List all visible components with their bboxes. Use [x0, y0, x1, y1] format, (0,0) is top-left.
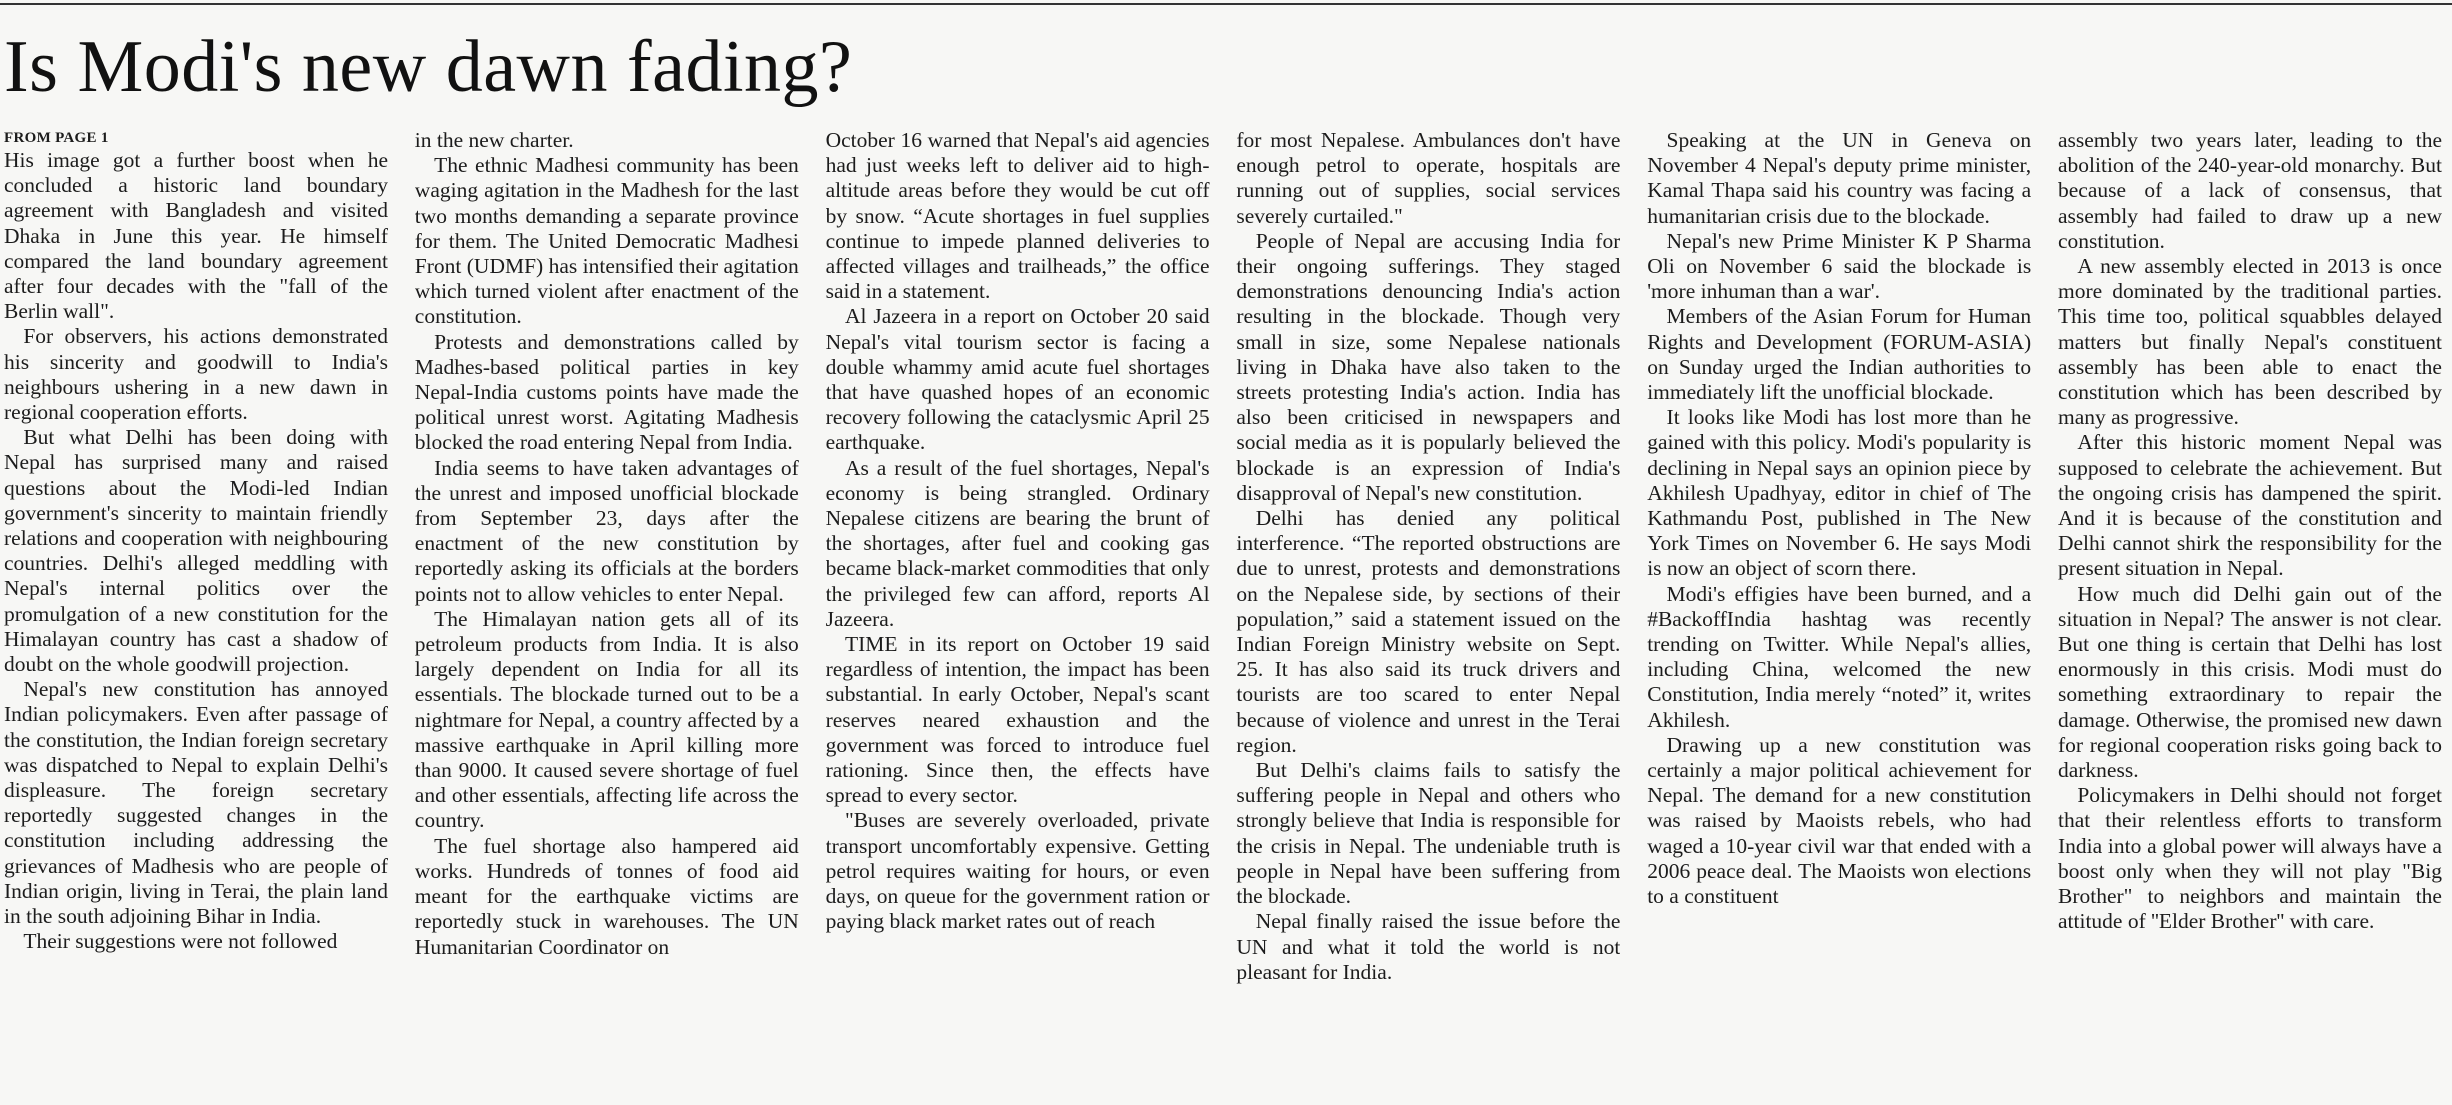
- column-6: [2058, 128, 2442, 1103]
- paragraph: Policymakers in Delhi should not forget that their relentless efforts to transform India into a global power will always have a boost only when they will not play "Big Brother" to neighbors and maintain the attitude of ''Elder Brother'' with care.: [2057, 783, 2442, 934]
- paragraph: Protests and demonstrations called by Madhes-based political parties in key Nepal-India customs points have made the political unrest worst. Agitating Madhesis blocked the road entering Nepal from India.: [414, 329, 799, 455]
- paragraph: October 16 warned that Nepal's aid agencies had just weeks left to deliver aid to high-altitude areas before they would be cut off by snow. “Acute shortages in fuel supplies continue to impede planned deliveries to affected villages and trailheads,” the office said in a statement.: [825, 128, 1210, 304]
- paragraph: Drawing up a new constitution was certainly a major political achievement for Nepal. The demand for a new constitution was raised by Maoists rebels, who had waged a 10-year civil war that ended with a 2006 peace deal. The Maoists won elections to a constituent: [1647, 732, 2032, 909]
- paragraph: Speaking at the UN in Geneva on November 4 Nepal's deputy prime minister, Kamal Thapa said his country was facing a humanitarian crisis due to the blockade.: [1647, 128, 2032, 228]
- paragraph: Their suggestions were not followed: [23, 929, 338, 954]
- column-1: [4, 128, 388, 1103]
- article-body: [4, 128, 2442, 1103]
- headline: Is Modi's new dawn fading?: [4, 26, 853, 108]
- column-5: [1647, 128, 2031, 1103]
- paragraph: The fuel shortage also hampered aid works. Hundreds of tonnes of food aid meant for the earthquake victims are reportedly stuck in warehouses. The UN Humanitarian Coordinator on: [414, 833, 799, 959]
- paragraph: But Delhi's claims fails to satisfy the suffering people in Nepal and others who strongly believe that India is responsible for the crisis in Nepal. The undeniable truth is people in Nepal have been suffering from the blockade.: [1236, 758, 1621, 909]
- paragraph: Members of the Asian Forum for Human Rights and Development (FORUM-ASIA) on Sunday urged the Indian authorities to immediately lift the unofficial blockade.: [1647, 304, 2032, 405]
- paragraph: Nepal finally raised the issue before the UN and what it told the world is not pleasant for India.: [1236, 909, 1621, 984]
- kicker: FROM PAGE 1: [4, 130, 109, 146]
- paragraph: Modi's effigies have been burned, and a #BackoffIndia hashtag was recently trending on Twitter. While Nepal's allies, including China, welcomed the new Constitution, India merely “noted” it, writes Akhilesh.: [1647, 581, 2032, 732]
- paragraph: His image got a further boost when he concluded a historic land boundary agreement with Bangladesh and visited Dhaka in June this year. He himself compared the land boundary agreement after four decades with the "fall of the Berlin wall".: [4, 148, 388, 324]
- paragraph: But what Delhi has been doing with Nepal has surprised many and raised questions about the Modi-led Indian government's sincerity to maintain friendly relations and cooperation with neighbouring countries. Delhi's alleged meddling with Nepal's internal politics over the promulgation of a new constitution for the Himalayan country has cast a shadow of doubt on the whole goodwill projection.: [4, 425, 388, 677]
- paragraph: How much did Delhi gain out of the situation in Nepal? The answer is not clear. But one thing is certain that Delhi has lost enormously in this crisis. Modi must do something extraordinary to repair the damage. Otherwise, the promised new dawn for regional cooperation risks going back to darkness.: [2057, 581, 2442, 783]
- paragraph: India seems to have taken advantages of the unrest and imposed unofficial blockade from September 23, days after the enactment of the new constitution by reportedly asking its officials at the borders points not to allow vehicles to enter Nepal.: [414, 455, 799, 606]
- paragraph: The Himalayan nation gets all of its petroleum products from India. It is also largely dependent on India for all its essentials. The blockade turned out to be a nightmare for Nepal, a country affected by a massive earthquake in April killing more than 9000. It caused severe shortage of fuel and other essentials, affecting life across the country.: [414, 606, 799, 833]
- paragraph: Delhi has denied any political interference. “The reported obstructions are due to unrest, protests and demonstrations on the Nepalese side, by sections of their population,” said a statement issued on the Indian Foreign Ministry website on Sept. 25. It has also said its truck drivers and tourists are too scared to enter Nepal because of violence and unrest in the Terai region.: [1236, 506, 1621, 757]
- paragraph: It looks like Modi has lost more than he gained with this policy. Modi's popularity is declining in Nepal says an opinion piece by Akhilesh Upadhyay, editor in chief of The Kathmandu Post, published in The New York Times on November 6. He says Modi is now an object of scorn there.: [1647, 405, 2032, 581]
- paragraph: for most Nepalese. Ambulances don't have enough petrol to operate, hospitals are running out of supplies, social services severely curtailed.": [1236, 128, 1621, 228]
- paragraph: Nepal's new Prime Minister K P Sharma Oli on November 6 said the blockade is 'more inhuman than a war'.: [1647, 228, 2032, 304]
- paragraph: in the new charter.: [414, 128, 574, 152]
- column-2: [415, 128, 799, 1103]
- paragraph: "Buses are severely overloaded, private transport uncomfortably expensive. Getting petrol requires waiting for hours, or even days, on queue for the government ration or paying black market rates out of reach: [825, 808, 1210, 934]
- paragraph: People of Nepal are accusing India for their ongoing sufferings. They staged demonstrations denouncing India's action resulting in the blockade. Though very small in size, some Nepalese nationals living in Dhaka have also taken to the streets protesting India's action. India has also been criticised in newspapers and social media as it is popularly believed the blockade is an expression of India's disapproval of Nepal's new constitution.: [1236, 228, 1621, 505]
- paragraph: For observers, his actions demonstrated his sincerity and goodwill to India's neighbours ushering in a new dawn in regional cooperation efforts.: [4, 324, 388, 425]
- paragraph: Al Jazeera in a report on October 20 said Nepal's vital tourism sector is facing a double whammy amid acute fuel shortages that have quashed hopes of an economic recovery following the cataclysmic April 25 earthquake.: [825, 304, 1210, 455]
- paragraph: A new assembly elected in 2013 is once more dominated by the traditional parties. This time too, political squabbles delayed matters but finally Nepal's constituent assembly has been able to enact the constitution which has been described by many as progressive.: [2057, 254, 2442, 430]
- paragraph: As a result of the fuel shortages, Nepal's economy is being strangled. Ordinary Nepalese citizens are bearing the brunt of the shortages, after fuel and cooking gas became black-market commodities that only the privileged few can afford, reports Al Jazeera.: [825, 455, 1210, 631]
- paragraph: TIME in its report on October 19 said regardless of intention, the impact has been substantial. In early October, Nepal's scant reserves neared exhaustion and the government was forced to introduce fuel rationing. Since then, the effects have spread to every sector.: [825, 632, 1210, 808]
- paragraph: assembly two years later, leading to the abolition of the 240-year-old monarchy. But because of a lack of consensus, that assembly had failed to draw up a new constitution.: [2057, 128, 2442, 253]
- paragraph: Nepal's new constitution has annoyed Indian policymakers. Even after passage of the constitution, the Indian foreign secretary was dispatched to Nepal to explain Delhi's displeasure. The foreign secretary reportedly suggested changes in the constitution including addressing the grievances of Madhesis who are people of Indian origin, living in Terai, the plain land in the south adjoining Bihar in India.: [4, 677, 388, 929]
- column-4: [1236, 128, 1620, 1103]
- paragraph: The ethnic Madhesi community has been waging agitation in the Madhesh for the last two months demanding a separate province for them. The United Democratic Madhesi Front (UDMF) has intensified their agitation which turned violent after enactment of the constitution.: [414, 153, 799, 329]
- top-rule: [0, 3, 2452, 5]
- column-3: [826, 128, 1210, 1103]
- paragraph: After this historic moment Nepal was supposed to celebrate the achievement. But the ongoing crisis has dampened the spirit. And it is because of the constitution and Delhi cannot shirk the responsibility for the present situation in Nepal.: [2057, 430, 2442, 581]
